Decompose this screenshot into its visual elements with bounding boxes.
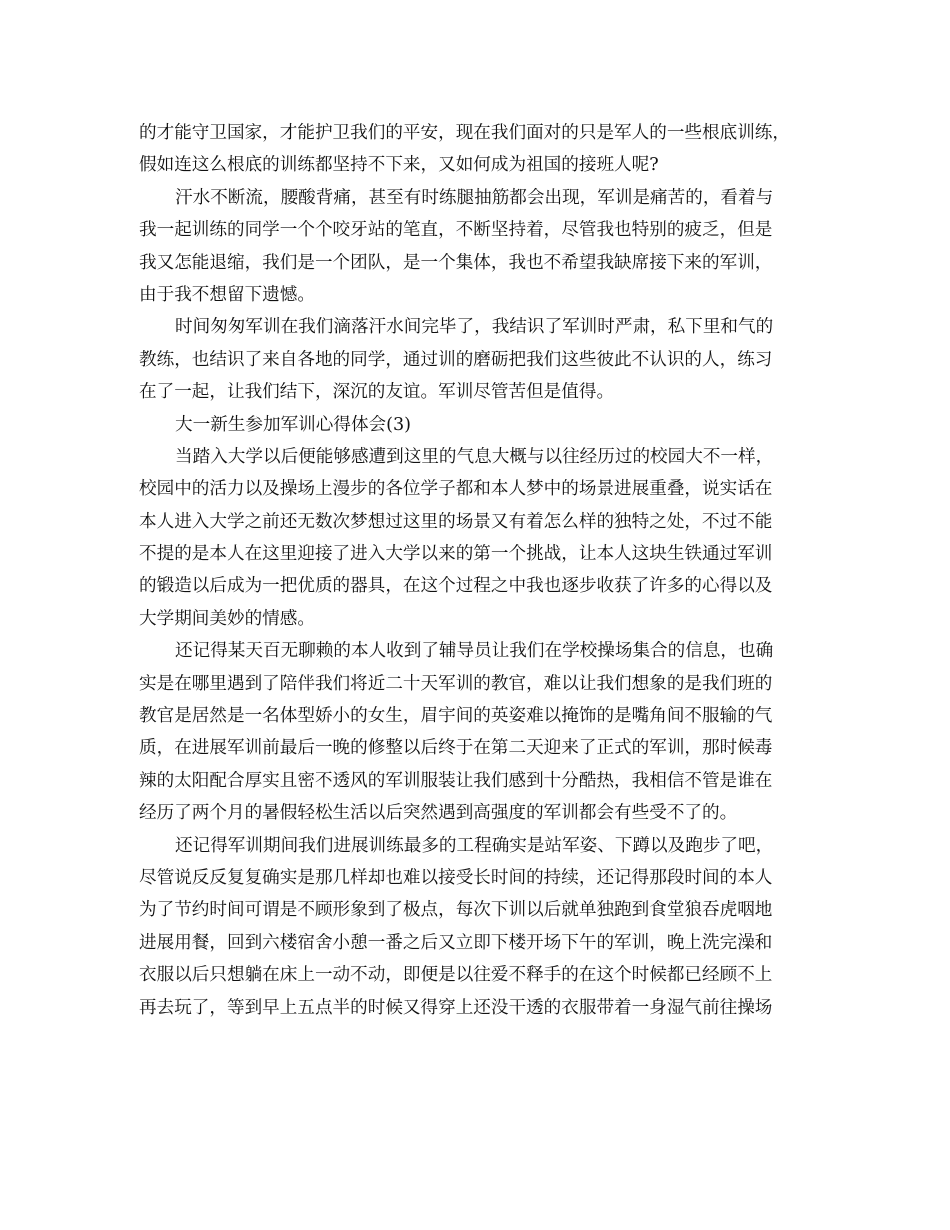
text-line: 经历了两个月的暑假轻松生活以后突然遇到高强度的军训都会有些受不了的。 xyxy=(139,803,738,824)
text-line: 质，在进展军训前最后一晚的修整以后终于在第二天迎来了正式的军训，那时候毒 xyxy=(139,738,773,759)
text-line: 我一起训练的同学一个个咬牙站的笔直，不断坚持着，尽管我也特别的疲乏，但是 xyxy=(139,220,773,241)
text-line: 进展用餐，回到六楼宿舍小憩一番之后又立即下楼开场下午的军训，晚上洗完澡和 xyxy=(139,932,773,953)
text-line: 我又怎能退缩，我们是一个团队，是一个集体，我也不希望我缺席接下来的军训， xyxy=(139,252,773,273)
text-line: 再去玩了，等到早上五点半的时候又得穿上还没干透的衣服带着一身湿气前往操场 xyxy=(139,997,773,1018)
text-line: 尽管说反反复复确实是那几样却也难以接受长时间的持续，还记得那段时间的本人 xyxy=(139,867,773,888)
text-line: 大学期间美妙的情感。 xyxy=(139,608,315,629)
text-line: 不提的是本人在这里迎接了进入大学以来的第一个挑战，让本人这块生铁通过军训 xyxy=(139,544,773,565)
paragraph-first-line: 时间匆匆军训在我们滴落汗水间完毕了，我结识了军训时严肃，私下里和气的 xyxy=(175,317,774,338)
document-body xyxy=(139,117,819,1024)
text-line: 教练，也结识了来自各地的同学，通过训的磨砺把我们这些彼此不认识的人，练习 xyxy=(139,349,773,370)
text-line: 在了一起，让我们结下，深沉的友谊。军训尽管苦但是值得。 xyxy=(139,382,615,403)
paragraph-first-line: 大一新生参加军训心得体会(3) xyxy=(175,414,412,435)
paragraph-first-line: 汗水不断流，腰酸背痛，甚至有时练腿抽筋都会出现，军训是痛苦的，看着与 xyxy=(175,187,774,208)
text-line: 的才能守卫国家，才能护卫我们的平安，现在我们面对的只是军人的一些根底训练， xyxy=(139,123,790,143)
paragraph-first-line: 还记得某天百无聊赖的本人收到了辅导员让我们在学校操场集合的信息，也确 xyxy=(175,641,774,662)
text-line: 辣的太阳配合厚实且密不透风的军训服装让我们感到十分酷热，我相信不管是谁在 xyxy=(139,770,773,791)
text-line: 校园中的活力以及操场上漫步的各位学子都和本人梦中的场景进展重叠，说实话在 xyxy=(139,479,773,500)
text-line: 实是在哪里遇到了陪伴我们将近二十天军训的教官，难以让我们想象的是我们班的 xyxy=(139,673,773,694)
paragraph-first-line: 当踏入大学以后便能够感遭到这里的气息大概与以往经历过的校园大不一样， xyxy=(175,446,774,467)
text-line: 衣服以后只想躺在床上一动不动，即便是以往爱不释手的在这个时候都已经顾不上 xyxy=(139,965,773,986)
text-line: 教官是居然是一名体型娇小的女生，眉宇间的英姿难以掩饰的是嘴角间不服输的气 xyxy=(139,706,773,727)
text-line: 由于我不想留下遗憾。 xyxy=(139,284,315,305)
paragraph-first-line: 还记得军训期间我们进展训练最多的工程确实是站军姿、下蹲以及跑步了吧， xyxy=(175,835,774,856)
text-line: 假如连这么根底的训练都坚持不下来，又如何成为祖国的接班人呢? xyxy=(139,155,659,176)
text-line: 本人进入大学之前还无数次梦想过这里的场景又有着怎么样的独特之处，不过不能 xyxy=(139,511,773,532)
text-line: 的锻造以后成为一把优质的器具，在这个过程之中我也逐步收获了许多的心得以及 xyxy=(139,576,773,597)
text-line: 为了节约时间可谓是不顾形象到了极点，每次下训以后就单独跑到食堂狼吞虎咽地 xyxy=(139,900,773,921)
